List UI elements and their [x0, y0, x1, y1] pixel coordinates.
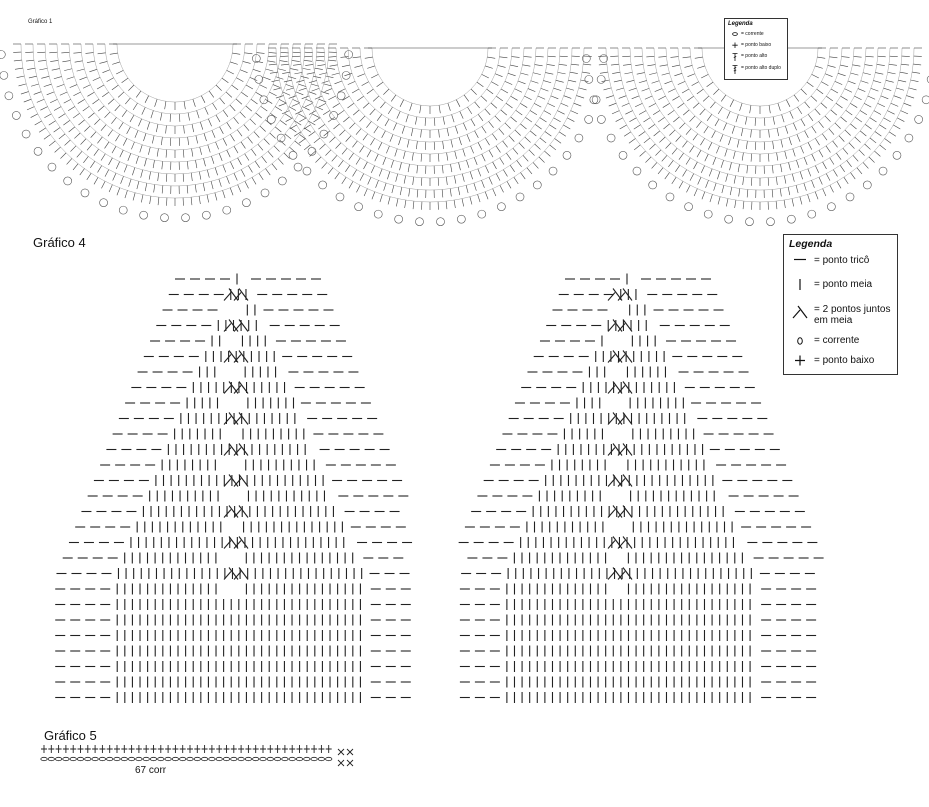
chart-row — [138, 367, 359, 378]
chart-row — [55, 692, 411, 703]
chart-row — [55, 646, 411, 657]
chain-stitch — [143, 745, 149, 761]
chart-row — [460, 661, 816, 672]
grafico1-title: Gráfico 1 — [28, 19, 53, 25]
chain-stitch — [260, 745, 266, 761]
chart-row — [521, 382, 755, 394]
chart-row — [565, 274, 711, 285]
chain-stitch — [128, 745, 134, 761]
chart-row — [534, 351, 743, 363]
chain-oval-icon — [731, 31, 739, 39]
chart-row — [460, 677, 816, 688]
chain-oval-icon — [795, 336, 805, 346]
double-t-stitch-icon — [731, 65, 739, 75]
chart-row — [88, 491, 409, 502]
chain-stitch — [318, 745, 324, 761]
chain-stitch — [70, 745, 76, 761]
t-stitch-icon — [731, 53, 739, 62]
chart-row — [460, 615, 816, 626]
chart-row — [55, 584, 411, 595]
chain-stitch — [216, 745, 222, 761]
chart-row — [175, 274, 321, 285]
chain-stitch — [209, 745, 215, 761]
chain-stitch — [107, 745, 113, 761]
chain-stitch — [326, 745, 332, 761]
chart-row — [63, 553, 404, 564]
grafico1-yoke-diagrams — [0, 0, 929, 210]
chart-row — [467, 553, 823, 564]
chart-row — [169, 289, 327, 301]
chain-stitch — [158, 745, 164, 761]
chain-stitch — [48, 745, 54, 761]
chain-stitch — [165, 745, 171, 761]
chain-stitch — [63, 745, 69, 761]
dash-icon — [793, 258, 807, 262]
chart-row — [527, 367, 748, 378]
chart-row — [55, 630, 411, 641]
chart-row — [163, 305, 334, 316]
chart-row — [55, 615, 411, 626]
chain-stitch — [223, 745, 229, 761]
grafico5-title: Gráfico 5 — [44, 728, 97, 743]
chart-row — [119, 413, 377, 425]
chart-row — [460, 646, 816, 657]
chain-stitch — [99, 745, 105, 761]
chain-stitch — [289, 745, 295, 761]
chart-row — [496, 444, 780, 456]
chart-row — [502, 429, 773, 440]
chart-row — [459, 537, 818, 549]
chart-row — [156, 320, 339, 332]
chart-row — [460, 692, 816, 703]
yoke-diagram — [252, 48, 607, 226]
chart-row — [515, 398, 761, 409]
chain-stitch — [238, 745, 244, 761]
turning-chain — [338, 749, 353, 766]
grafico4-title: Gráfico 4 — [33, 235, 86, 250]
chart-row — [460, 630, 816, 641]
grafico5-chain-count-label: 67 corr — [135, 765, 167, 776]
chain-stitch — [282, 745, 288, 761]
chain-stitch — [172, 745, 178, 761]
chain-stitch — [304, 745, 310, 761]
chain-stitch — [85, 745, 91, 761]
chart-row — [75, 522, 406, 533]
grafico1-legend: Legenda = corrente = ponto baixo = ponto alto = ponto alto duplo — [724, 18, 788, 80]
chain-stitch — [114, 745, 120, 761]
chart-row — [144, 351, 352, 363]
chain-stitch — [194, 745, 200, 761]
chain-stitch — [150, 745, 156, 761]
grafico4-legend: Legenda = ponto tricô = ponto meia = 2 pontos juntos em meia = corrente = ponto baixo — [783, 234, 898, 375]
lambda-icon — [792, 305, 808, 319]
chart-row — [100, 460, 396, 471]
chart-row — [540, 336, 736, 347]
chart-row — [55, 599, 411, 610]
chain-stitch — [311, 745, 317, 761]
chart-row — [484, 475, 793, 487]
chart-row — [81, 506, 399, 518]
chart-row — [113, 429, 384, 440]
chart-row — [559, 289, 718, 301]
chain-stitch — [296, 745, 302, 761]
chain-stitch — [231, 745, 237, 761]
chain-stitch — [253, 745, 259, 761]
chain-stitch — [41, 745, 47, 761]
chain-stitch — [201, 745, 207, 761]
chart-row — [546, 320, 730, 332]
chart-row — [509, 413, 768, 425]
plus-icon — [731, 42, 739, 50]
chart-row — [465, 522, 811, 533]
chain-stitch — [121, 745, 127, 761]
chart-row — [55, 661, 411, 672]
chart-row — [150, 336, 346, 347]
grafico4-legend-title: Legenda — [789, 238, 833, 250]
chain-stitch — [267, 745, 273, 761]
chart-row — [490, 460, 786, 471]
chain-stitch — [136, 745, 142, 761]
chart-row — [125, 398, 371, 409]
chart-row — [56, 568, 409, 580]
chart-row — [106, 444, 389, 456]
chart-row — [460, 599, 816, 610]
chart-row — [131, 382, 364, 394]
plus-icon — [794, 355, 806, 367]
chain-stitch — [180, 745, 186, 761]
chart-row — [460, 584, 816, 595]
chart-row — [55, 677, 411, 688]
chain-stitch — [77, 745, 83, 761]
grafico5-chain-row — [38, 742, 398, 772]
chart-row — [552, 305, 723, 316]
chain-stitch — [55, 745, 61, 761]
chart-row — [471, 506, 805, 518]
chart-row — [94, 475, 402, 487]
chain-stitch — [274, 745, 280, 761]
chain-stitch — [92, 745, 98, 761]
chart-row — [477, 491, 798, 502]
chart-row — [69, 537, 412, 549]
chain-stitch — [245, 745, 251, 761]
chain-stitch — [187, 745, 193, 761]
bar-icon — [797, 279, 803, 291]
chart-row — [461, 568, 815, 580]
grafico1-legend-title: Legenda — [728, 21, 753, 27]
